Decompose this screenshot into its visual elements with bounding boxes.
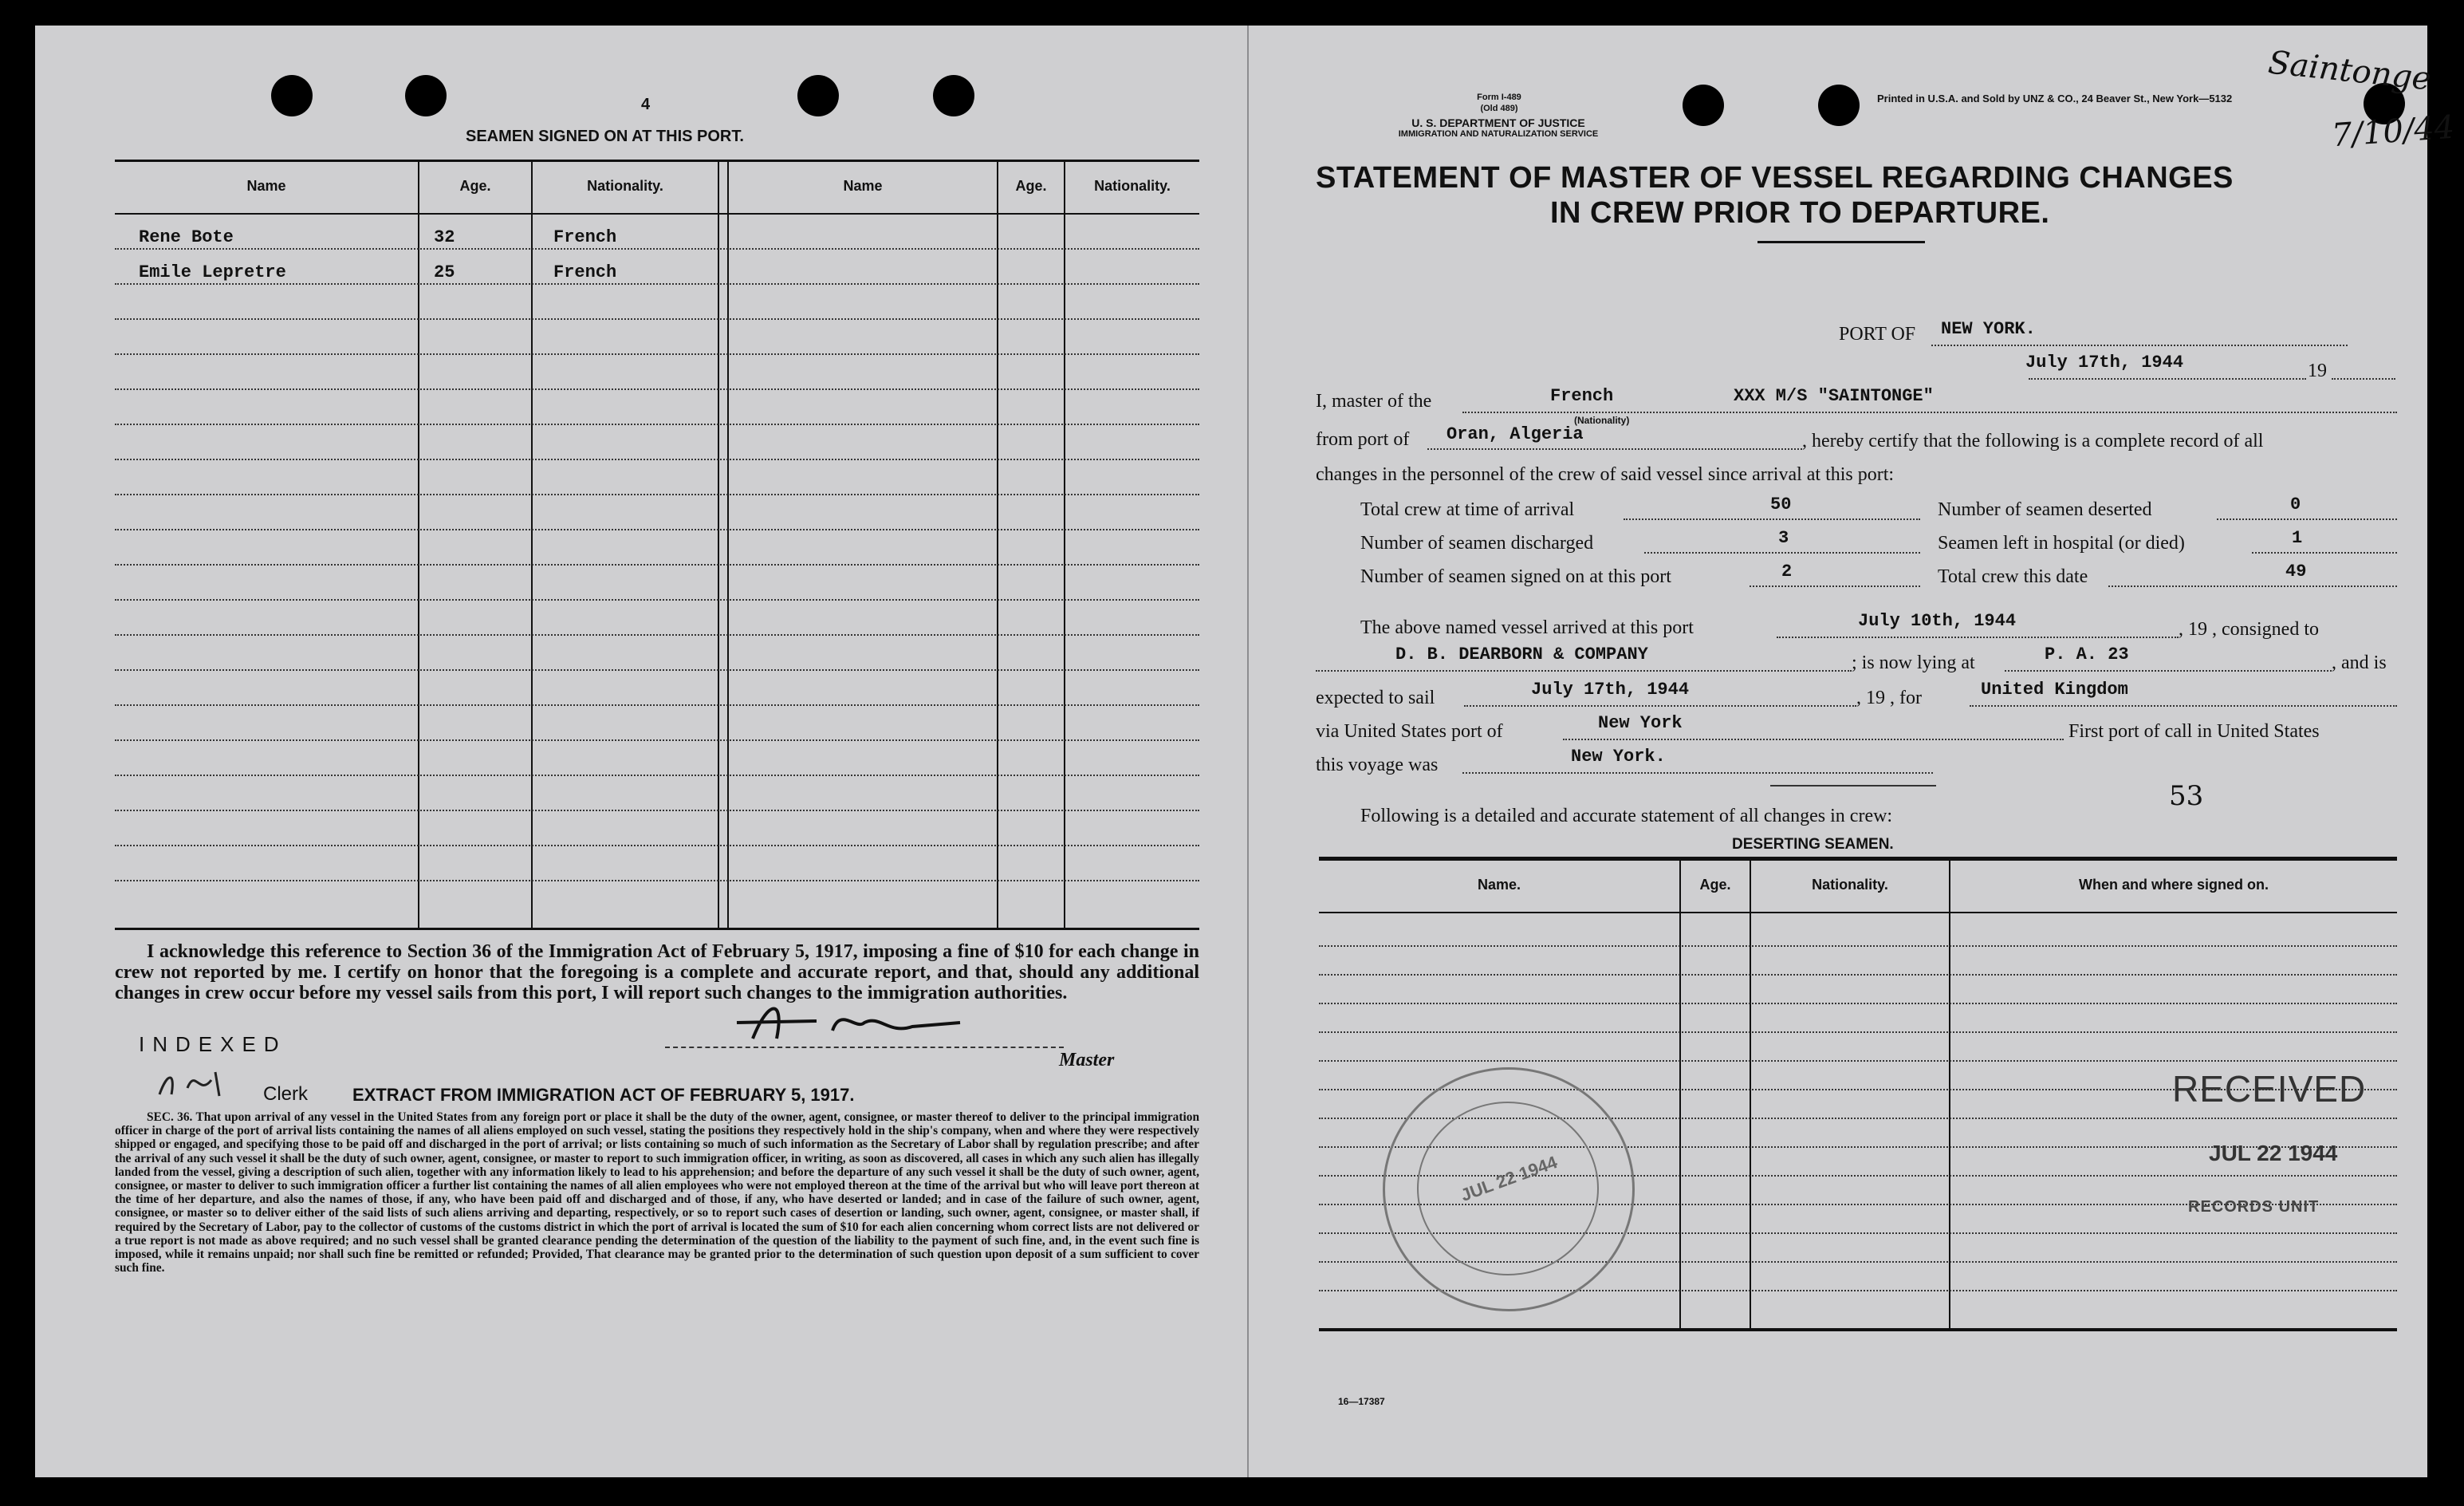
col-header-age: Age. (459, 178, 491, 194)
col-header-name: Name (246, 178, 286, 194)
punch-hole (933, 75, 974, 116)
postmark-stamp (1383, 1067, 1635, 1311)
deserting-title: DESERTING SEAMEN. (1732, 836, 1894, 853)
and-is-label: , and is (2332, 652, 2387, 673)
records-unit: RECORDS UNIT (2188, 1198, 2320, 1216)
postmark-date: JUL 22 1944 (1458, 1152, 1561, 1205)
vessel-name: XXX M/S "SAINTONGE" (1734, 386, 1934, 406)
stat-label-total-arrival: Total crew at time of arrival (1360, 499, 1575, 520)
table-header (1319, 912, 2397, 913)
for-label: , 19 , for (1856, 688, 1922, 708)
acknowledgement-text: I acknowledge this reference to Section 36 of the Immigration Act of February 5, 1917, imposing a fine of $10 for each change in crew not reported by me. I certify on honor that the foregoing is a complete and accurate report, and that, should any additional changes in crew occur before my vessel sails from this port, I will report such changes to the immigration authorities. (115, 941, 1199, 1003)
sail-label: expected to sail (1316, 688, 1435, 708)
stat-value-total-date: 49 (2285, 562, 2307, 582)
table-row-nationality: French (553, 262, 617, 282)
handwritten-vessel-name: Saintonge (2266, 44, 2433, 98)
stat-label-total-date: Total crew this date (1938, 566, 2088, 587)
seamen-signed-on-table (115, 160, 1199, 930)
department-name: U. S. DEPARTMENT OF JUSTICE (1411, 116, 1585, 129)
clerk-initials (152, 1064, 247, 1104)
document-page (35, 26, 2456, 1477)
extract-text: SEC. 36. That upon arrival of any vessel in the United States from any foreign port or place it shall be the duty of the owner, agent, consignee, or master thereof to deliver to the principal immigration officer in charge of the port of arrival lists containing the names of all aliens employed on such vessel, stating the positions they respectively hold in the ship's company, when and where they were respectively shipped or engaged, and specifying those to be paid off and discharged in the port of arrival; or lists containing so much of such information as the Secretary of Labor shall by regulation prescribe; and after the arrival of any such vessel it shall be the duty of such owner, agent, consignee, or master to report to such immigration officer, in writing, as soon as discovered, all cases in which any such alien has illegally landed from the vessel, giving a description of such alien, together with any information likely to lead to his apprehension; and before the departure of any such vessel it shall be the duty of such owner, agent, consignee, or master to deliver to such immigration officer a further list containing the names of all alien employees who were not employed thereon at the time of the arrival but who will leave port thereon at the time of her departure, and also the names of those, if any, who have been paid off and discharged and of those, if any, who have deserted or landed; and in case of the failure of such owner, agent, consignee, or master so to deliver either of the said lists of such aliens arriving and departing, respectively, or so to report such cases of desertion or landing, such owner, agent, consignee, or master shall, if required by the Secretary of Labor, pay to the collector of customs of the customs district in which the port of arrival is located the sum of $10 for each alien concerning whom correct lists are not delivered or a true report is not made as above required; and no such vessel shall be granted clearance pending the determination of the question of the liability to the payment of such fine, and, in the event such fine is imposed, while it remains unpaid; nor shall such fine be remitted or refunded; Provided, That clearance may be granted prior to the determination of such question upon deposit of a sum sufficient to cover such fine. (115, 1110, 1199, 1275)
master-label: Master (1059, 1050, 1115, 1070)
folio-number: 53 (2169, 780, 2204, 812)
stat-value-discharged: 3 (1778, 528, 1789, 548)
port-value: NEW YORK. (1941, 319, 2036, 339)
port-label: PORT OF (1839, 324, 1916, 345)
clerk-label: Clerk (263, 1083, 309, 1105)
punch-hole (1683, 85, 1724, 126)
consigned-label: , 19 , consigned to (2179, 619, 2319, 640)
punch-hole (405, 75, 447, 116)
col-header-age: Age. (1015, 178, 1047, 194)
certify-text: , hereby certify that the following is a complete record of all (1802, 431, 2264, 451)
arrived-label: The above named vessel arrived at this port (1360, 617, 1694, 638)
statement-date: July 17th, 1944 (2025, 353, 2184, 373)
stat-value-deserted: 0 (2290, 495, 2301, 514)
via-port: New York (1598, 713, 1683, 733)
arrival-date: July 10th, 1944 (1858, 611, 2017, 631)
master-of-label: I, master of the (1316, 391, 1432, 412)
from-port-value: Oran, Algeria (1447, 424, 1584, 444)
changes-text: changes in the personnel of the crew of said vessel since arrival at this port: (1316, 464, 1895, 485)
col-header-age: Age. (1699, 877, 1731, 893)
punch-hole (271, 75, 313, 116)
title-underline (1757, 241, 1925, 243)
form-old-number: (Old 489) (1480, 104, 1518, 113)
col-header-name: Name. (1477, 877, 1521, 893)
table-row-name: Rene Bote (139, 227, 234, 247)
table-row-name: Emile Lepretre (139, 262, 286, 282)
stat-label-signed-on: Number of seamen signed on at this port (1360, 566, 1671, 587)
indexed-stamp: INDEXED (139, 1032, 287, 1056)
master-signature (721, 991, 992, 1055)
from-port-label: from port of (1316, 429, 1410, 450)
stat-label-deserted: Number of seamen deserted (1938, 499, 2152, 520)
footer-code: 16—17387 (1338, 1396, 1385, 1407)
lying-label: ; is now lying at (1852, 652, 1975, 673)
table-row-age: 25 (434, 262, 455, 282)
handwritten-date: 7/10/44 (2330, 108, 2456, 155)
voyage-port: New York. (1571, 747, 1666, 767)
via-label: via United States port of (1316, 721, 1503, 742)
punch-hole (797, 75, 839, 116)
first-port-label: First port of call in United States (2068, 721, 2320, 742)
extract-title: EXTRACT FROM IMMIGRATION ACT OF FEBRUARY 5, 1917. (352, 1085, 855, 1105)
following-text: Following is a detailed and accurate statement of all changes in crew: (1360, 806, 1893, 826)
nationality-caption: (Nationality) (1574, 415, 1630, 426)
form-title-line1: STATEMENT OF MASTER OF VESSEL REGARDING CHANGES (1316, 161, 2234, 195)
col-header-nationality: Nationality. (587, 178, 663, 194)
stat-value-signed-on: 2 (1781, 562, 1793, 582)
table-row-age: 32 (434, 227, 455, 247)
page-fold-divider (1247, 26, 1249, 1477)
table-row-nationality: French (553, 227, 617, 247)
form-title-line2: IN CREW PRIOR TO DEPARTURE. (1550, 196, 2050, 230)
destination: United Kingdom (1981, 680, 2128, 700)
year-prefix: 19 (2308, 361, 2327, 381)
left-table-title: SEAMEN SIGNED ON AT THIS PORT. (466, 128, 744, 145)
col-header-nationality: Nationality. (1812, 877, 1888, 893)
stat-value-total-arrival: 50 (1770, 495, 1792, 514)
consignee-name: D. B. DEARBORN & COMPANY (1395, 645, 1648, 664)
pier-location: P. A. 23 (2045, 645, 2129, 664)
vessel-nationality: French (1550, 386, 1614, 406)
punch-hole (1818, 85, 1860, 126)
stat-value-hospital: 1 (2292, 528, 2303, 548)
form-number: Form I-489 (1477, 93, 1521, 102)
stat-label-discharged: Number of seamen discharged (1360, 533, 1594, 554)
col-header-nationality: Nationality. (1094, 178, 1171, 194)
received-stamp: RECEIVED (2172, 1068, 2367, 1110)
page-number: 4 (641, 96, 651, 113)
printer-note: Printed in U.S.A. and Sold by UNZ & CO., 24 Beaver St., New York—5132 (1877, 93, 2233, 104)
stat-label-hospital: Seamen left in hospital (or died) (1938, 533, 2185, 554)
voyage-label: this voyage was (1316, 755, 1439, 775)
service-name: IMMIGRATION AND NATURALIZATION SERVICE (1398, 129, 1599, 139)
col-header-name: Name (843, 178, 883, 194)
col-header-signed-on: When and where signed on. (2078, 877, 2269, 893)
received-date: JUL 22 1944 (2209, 1141, 2338, 1165)
sail-date: July 17th, 1944 (1531, 680, 1690, 700)
